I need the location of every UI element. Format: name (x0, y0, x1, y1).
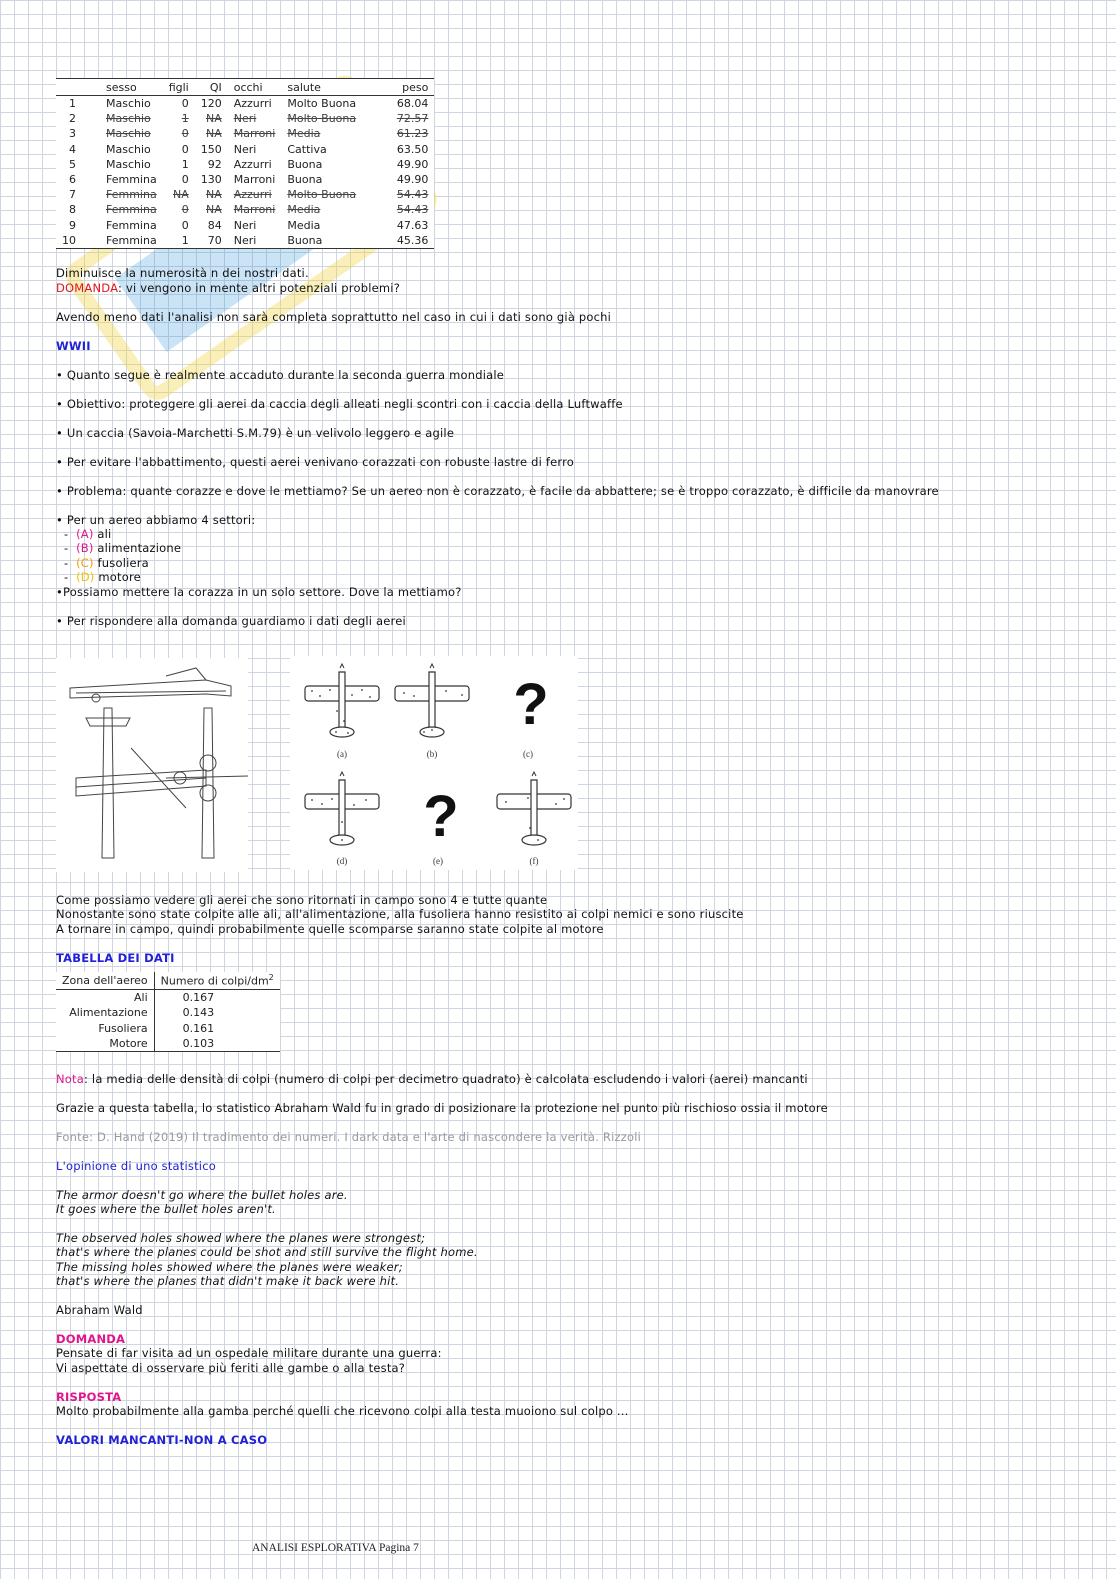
table-row (56, 157, 434, 172)
text-fonte: Fonte: D. Hand (2019) Il tradimento dei numeri. I dark data e l'arte di nascondere la verità. Rizzoli (56, 1130, 642, 1144)
cell-qi: 84 (207, 218, 222, 232)
label-f: (f) (529, 856, 539, 866)
heading-tabella-dati: TABELLA DEI DATI (56, 951, 175, 965)
label-domanda: DOMANDA (56, 281, 119, 295)
cell-n: 2 (69, 112, 76, 126)
cell-sesso: Femmina (106, 188, 157, 202)
cell-sesso: Femmina (106, 203, 157, 217)
bullet-dati-aerei: • Per rispondere alla domanda guardiamo i dati degli aerei (56, 614, 406, 628)
cell-peso: 54.43 (396, 203, 429, 217)
cell-peso: 61.23 (396, 127, 429, 141)
plane-b-icon (395, 664, 469, 737)
text-nonostante: Nonostante sono state colpite alle ali, all'alimentazione, alla fusoliera hanno resistito ai colpi nemici e sono riuscite (56, 907, 744, 921)
text-grazie-tabella: Grazie a questa tabella, lo statistico Abraham Wald fu in grado di posizionare la protezione nel punto più rischioso ossia il motore (56, 1101, 828, 1115)
table-row (56, 142, 434, 157)
bullet-caccia: • Un caccia (Savoia-Marchetti S.M.79) è un velivolo leggero e agile (56, 426, 455, 440)
table-row (56, 126, 434, 141)
cell-salute: Molto Buona (287, 188, 357, 202)
quote-line-3: The observed holes showed where the planes were strongest; (56, 1231, 426, 1245)
cell-occhi: Marroni (233, 203, 276, 217)
cell-n: 4 (69, 142, 76, 156)
col-header-colpi: Numero di colpi/$dm^2$ (154, 972, 280, 989)
cell-sesso: Maschio (106, 142, 151, 156)
cell-occhi: Neri (228, 233, 282, 249)
cell-peso: 49.90 (396, 157, 429, 171)
cell-n: 6 (69, 173, 76, 187)
col-header-qi: QI (195, 79, 228, 96)
label-e: (e) (433, 856, 443, 866)
text-diminuisce: Diminuisce la numerosità n dei nostri dati. (56, 266, 309, 280)
label-b: (b) (426, 749, 438, 759)
cell-figli: 0 (181, 127, 189, 141)
cell-valore: 0.103 (154, 1036, 280, 1052)
cell-qi: 150 (200, 142, 222, 156)
cell-peso: 49.90 (396, 173, 429, 187)
bullet-problema: • Problema: quante corazze e dove le mettiamo? Se un aereo non è corazzato, è facile da abbattere; se è troppo corazzato, è difficile da manovrare (56, 484, 939, 498)
cell-qi: 130 (200, 173, 222, 187)
plane-f-icon (497, 772, 571, 845)
bullet-corazza: • Per evitare l'abbattimento, questi aerei venivano corazzati con robuste lastre di ferro (56, 455, 574, 469)
plane-d-icon (305, 772, 379, 845)
cell-n: 7 (69, 188, 76, 202)
figure-aerei-colpiti (290, 656, 578, 870)
cell-figli: 0 (181, 97, 189, 111)
cell-n: 5 (69, 157, 76, 171)
col-header-sesso: sesso (82, 79, 163, 96)
table-row (56, 1036, 280, 1052)
cell-figli: 1 (181, 112, 189, 126)
col-header-figli: figli (163, 79, 195, 96)
cell-zona: Alimentazione (56, 1005, 154, 1020)
cell-figli: NA (172, 188, 189, 202)
cell-salute: Buona (287, 173, 323, 187)
savoia-marchetti-drawing (56, 658, 248, 872)
settore-b: - (B) alimentazione (64, 541, 182, 555)
quote-line-6: that's where the planes that didn't make it back were hit. (56, 1274, 400, 1288)
table-row (56, 111, 434, 126)
text-tornare-in-campo: A tornare in campo, quindi probabilmente quelle scomparse saranno state colpite al motore (56, 922, 604, 936)
cell-occhi: Neri (233, 142, 257, 156)
cell-qi: 120 (200, 97, 222, 111)
text-domanda-ospedale: Pensate di far visita ad un ospedale militare durante una guerra: (56, 1346, 442, 1360)
col-header-occhi: occhi (228, 79, 282, 96)
cell-figli: 1 (181, 157, 189, 171)
cell-peso: 54.43 (396, 188, 429, 202)
bullet-obiettivo: • Obiettivo: proteggere gli aerei da caccia degli alleati negli scontri con i caccia della Luftwaffe (56, 397, 623, 411)
quote-line-4: that's where the planes could be shot and still survive the flight home. (56, 1245, 478, 1259)
text-domanda-problemi: DOMANDA: vi vengono in mente altri potenziali problemi? (56, 281, 400, 295)
text-nota: Nota: la media delle densità di colpi (numero di colpi per decimetro quadrato) è calcolata escludendo i valori (aerei) mancanti (56, 1072, 808, 1086)
table-row (56, 989, 280, 1005)
cell-salute: Cattiva (287, 142, 327, 156)
text-risposta: Molto probabilmente alla gamba perché quelli che ricevono colpi alla testa muoiono sul colpo ... (56, 1404, 629, 1418)
text-come-possiamo: Come possiamo vedere gli aerei che sono ritornati in campo sono 4 e tutte quante (56, 893, 548, 907)
cell-occhi: Neri (233, 112, 257, 126)
cell-valore: 0.143 (182, 1006, 215, 1020)
cell-qi: NA (205, 188, 222, 202)
cell-occhi: Azzurri (233, 157, 272, 171)
cell-sesso: Maschio (106, 112, 151, 126)
cell-figli: 0 (181, 218, 189, 232)
settore-d: - (D) motore (64, 570, 141, 584)
cell-occhi: Marroni (233, 127, 276, 141)
question-mark-e: ? (423, 784, 459, 849)
cell-salute: Media (287, 218, 321, 232)
heading-wwii: WWII (56, 339, 91, 353)
cell-qi: NA (205, 127, 222, 141)
cell-sesso: Femmina (82, 233, 163, 249)
plane-blueprint-icon (56, 658, 248, 872)
cell-occhi: Marroni (233, 173, 276, 187)
cell-occhi: Azzurri (233, 97, 272, 111)
cell-sesso: Femmina (106, 218, 157, 232)
text-domanda-feriti: Vi aspettate di osservare più feriti alle gambe o alla testa? (56, 1361, 406, 1375)
col-header-zona: Zona dell'aereo (56, 972, 154, 989)
cell-n: 3 (69, 127, 76, 141)
cell-figli: 0 (181, 203, 189, 217)
settore-a: - (A) ali (64, 527, 112, 541)
data-table-persone (56, 78, 434, 249)
col-header-index (56, 79, 82, 96)
cell-valore: 0.161 (182, 1021, 215, 1035)
cell-qi: 70 (195, 233, 228, 249)
cell-salute: Molto Buona (287, 97, 357, 111)
bullet-seconda-guerra: • Quanto segue è realmente accaduto durante la seconda guerra mondiale (56, 368, 505, 382)
bullet-settori: • Per un aereo abbiamo 4 settori: (56, 513, 256, 527)
cell-qi: 92 (207, 157, 222, 171)
bullet-un-solo-settore: •Possiamo mettere la corazza in un solo settore. Dove la mettiamo? (56, 585, 462, 599)
table-row (56, 1005, 280, 1020)
cell-sesso: Femmina (106, 173, 157, 187)
text-avendo-meno-dati: Avendo meno dati l'analisi non sarà completa soprattutto nel caso in cui i dati sono già pochi (56, 310, 612, 324)
table-row (56, 187, 434, 202)
cell-zona: Ali (56, 989, 154, 1005)
cell-peso: 47.63 (396, 218, 429, 232)
cell-sesso: Maschio (106, 157, 151, 171)
quote-line-1: The armor doesn't go where the bullet holes are. (56, 1188, 348, 1202)
heading-opinione-statistico: L'opinione di uno statistico (56, 1159, 216, 1173)
cell-occhi: Azzurri (233, 188, 272, 202)
cell-peso: 45.36 (362, 233, 434, 249)
cell-qi: NA (205, 203, 222, 217)
plane-a-icon (305, 664, 379, 737)
cell-n: 9 (69, 218, 76, 232)
cell-zona: Fusoliera (56, 1020, 154, 1035)
cell-peso: 63.50 (396, 142, 429, 156)
cell-salute: Buona (281, 233, 362, 249)
cell-salute: Molto Buona (287, 112, 357, 126)
cell-valore: 0.167 (182, 990, 215, 1004)
data-table-colpi (56, 972, 280, 1052)
cell-salute: Media (287, 127, 321, 141)
cell-n: 1 (69, 97, 76, 111)
label-c: (c) (523, 749, 533, 759)
page-footer: ANALISI ESPLORATIVA Pagina 7 (252, 1542, 419, 1554)
label-nota: Nota (56, 1072, 84, 1086)
cell-sesso: Maschio (106, 127, 151, 141)
cell-n: 8 (69, 203, 76, 217)
cell-salute: Media (287, 203, 321, 217)
table-row (56, 218, 434, 233)
label-risposta: RISPOSTA (56, 1390, 122, 1404)
table-row (56, 233, 434, 249)
label-domanda-2: DOMANDA (56, 1332, 126, 1346)
quote-line-5: The missing holes showed where the planes were weaker; (56, 1260, 403, 1274)
cell-peso: 68.04 (396, 97, 429, 111)
cell-sesso: Maschio (106, 97, 151, 111)
settore-c: - (C) fusoliera (64, 556, 149, 570)
table-row (56, 172, 434, 187)
col-header-salute: salute (281, 79, 362, 96)
label-d: (d) (336, 856, 348, 866)
label-a: (a) (337, 749, 347, 759)
table-row (56, 96, 434, 112)
heading-valori-mancanti: VALORI MANCANTI-NON A CASO (56, 1433, 268, 1447)
cell-figli: 0 (181, 142, 189, 156)
table-row (56, 1020, 280, 1035)
quote-line-2: It goes where the bullet holes aren't. (56, 1202, 276, 1216)
cell-salute: Buona (287, 157, 323, 171)
cell-zona: Motore (56, 1036, 154, 1052)
question-mark-c: ? (513, 672, 549, 737)
cell-qi: NA (205, 112, 222, 126)
cell-n: 10 (56, 233, 82, 249)
cell-figli: 0 (181, 173, 189, 187)
table-row (56, 202, 434, 217)
col-header-peso: peso (362, 79, 434, 96)
cell-figli: 1 (163, 233, 195, 249)
text-abraham-wald: Abraham Wald (56, 1303, 143, 1317)
cell-occhi: Neri (233, 218, 257, 232)
cell-peso: 72.57 (396, 112, 429, 126)
